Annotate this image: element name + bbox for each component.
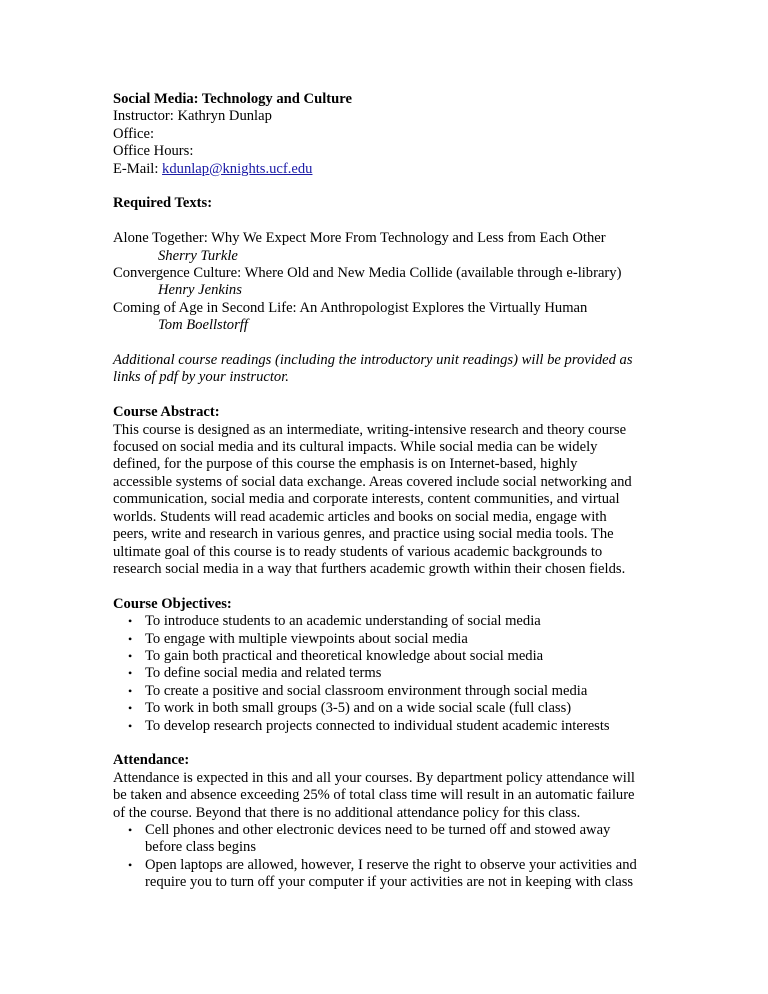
book-author: Henry Jenkins — [158, 282, 242, 299]
readings-note: links of pdf by your instructor. — [113, 369, 289, 386]
book-author: Sherry Turkle — [158, 247, 238, 264]
objective-item — [113, 648, 658, 665]
abstract-line: accessible systems of social data exchange. Areas covered include social networking and — [113, 473, 632, 490]
abstract-line: This course is designed as an intermediate, writing-intensive research and theory course — [113, 421, 627, 438]
bullet-icon: • — [128, 822, 133, 837]
attendance-line: of the course. Beyond that there is no additional attendance policy for this class. — [113, 804, 581, 821]
abstract-line: communication, social media and corporate interests, content communities, and virtual — [113, 491, 620, 508]
course-title: Social Media: Technology and Culture — [113, 91, 352, 107]
objectives-heading: Course Objectives: — [113, 595, 232, 612]
objective-text: To introduce students to an academic understanding of social media — [145, 613, 541, 630]
objective-item — [113, 718, 658, 735]
spacer — [113, 335, 658, 352]
objective-text: To engage with multiple viewpoints about social media — [145, 630, 468, 647]
spacer — [113, 578, 658, 595]
bullet-icon: • — [128, 701, 133, 716]
objective-text: To work in both small groups (3-5) and on a wide social scale (full class) — [145, 700, 572, 717]
abstract-paragraph — [113, 422, 658, 579]
objective-text: To gain both practical and theoretical knowledge about social media — [145, 647, 544, 664]
bullet-icon: • — [128, 857, 133, 872]
objective-item — [113, 613, 658, 630]
attendance-rule-item — [113, 822, 658, 857]
office-line: Office: — [113, 125, 155, 142]
book-title: Alone Together: Why We Expect More From Technology and Less from Each Other — [113, 230, 606, 247]
attendance-line: Attendance is expected in this and all your courses. By department policy attendance will — [113, 769, 635, 786]
rule-text: Open laptops are allowed, however, I reserve the right to observe your activities and — [145, 856, 637, 873]
abstract-line: ultimate goal of this course is to ready students of various academic backgrounds to — [113, 543, 603, 560]
abstract-line: defined, for the purpose of this course the emphasis is on Internet-based, highly — [113, 456, 578, 473]
objective-text: To develop research projects connected to individual student academic interests — [145, 717, 610, 734]
objective-item — [113, 683, 658, 700]
abstract-line: focused on social media and its cultural impacts. While social media can be widely — [113, 439, 598, 456]
spacer — [113, 178, 658, 195]
book-list — [113, 230, 658, 334]
abstract-heading: Course Abstract: — [113, 404, 220, 421]
objective-item — [113, 700, 658, 717]
bullet-icon: • — [128, 666, 133, 681]
objective-text: To create a positive and social classroom environment through social media — [145, 682, 588, 699]
bullet-icon: • — [128, 614, 133, 629]
objective-item — [113, 665, 658, 682]
rule-text: require you to turn off your computer if your activities are not in keeping with class — [145, 874, 634, 891]
spacer — [113, 213, 658, 230]
attendance-rules-list — [113, 822, 658, 892]
bullet-icon: • — [128, 683, 133, 698]
rule-text: before class begins — [145, 839, 257, 856]
spacer — [113, 735, 658, 752]
abstract-line: peers, write and research in various genres, and practice using social media tools. The — [113, 526, 614, 543]
email-line — [113, 161, 658, 178]
syllabus-page — [113, 91, 658, 892]
instructor-line: Instructor: Kathryn Dunlap — [113, 108, 272, 125]
book-author: Tom Boellstorff — [158, 317, 248, 334]
spacer — [113, 387, 658, 404]
abstract-line: worlds. Students will read academic articles and books on social media, engage with — [113, 508, 607, 525]
bullet-icon: • — [128, 648, 133, 663]
required-texts-heading: Required Texts: — [113, 195, 213, 212]
email-link[interactable]: kdunlap@knights.ucf.edu — [162, 160, 313, 177]
abstract-line: research social media in a way that furthers academic growth within their chosen fields. — [113, 560, 626, 577]
objective-text: To define social media and related terms — [145, 665, 382, 682]
rule-text: Cell phones and other electronic devices need to be turned off and stowed away — [145, 821, 611, 838]
attendance-line: be taken and absence exceeding 25% of total class time will result in an automatic failure — [113, 787, 635, 804]
objective-item — [113, 631, 658, 648]
book-title: Coming of Age in Second Life: An Anthropologist Explores the Virtually Human — [113, 299, 588, 316]
bullet-icon: • — [128, 718, 133, 733]
email-label: E-Mail: — [113, 160, 163, 177]
objectives-list — [113, 613, 658, 735]
office-hours-line: Office Hours: — [113, 143, 194, 160]
attendance-paragraph — [113, 770, 658, 822]
attendance-heading: Attendance: — [113, 752, 190, 769]
bullet-icon: • — [128, 631, 133, 646]
book-title: Convergence Culture: Where Old and New Media Collide (available through e-library) — [113, 265, 622, 282]
readings-note: Additional course readings (including the introductory unit readings) will be provided as — [113, 352, 633, 369]
attendance-rule-item — [113, 857, 658, 892]
